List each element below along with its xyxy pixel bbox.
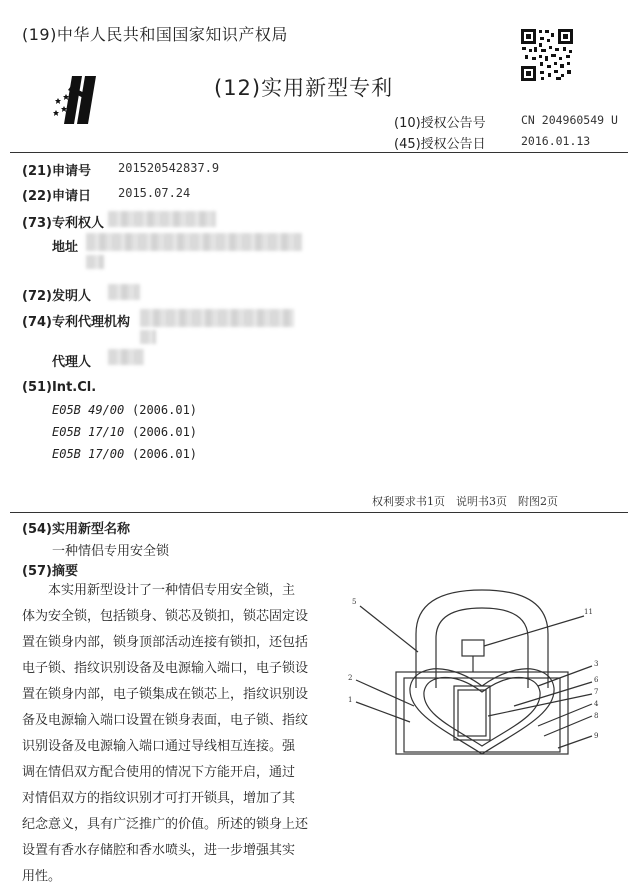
address-label: 地址: [52, 240, 79, 255]
abstract-line: 调在情侣双方配合使用的情况下方能开启，通过: [22, 765, 296, 780]
agent-label: 代理人: [52, 355, 92, 370]
section-divider: [10, 512, 628, 513]
abstract-line: 设置有香水存储腔和香水喷头，进一步增强其实: [22, 843, 296, 858]
part-label: 8: [594, 712, 599, 720]
pub-date-value: 2016.01.13: [521, 134, 591, 148]
abstract-line: 用性。: [22, 869, 62, 884]
lock-shackle-inner: [436, 608, 528, 688]
page-count-note: 权利要求书1页 说明书3页 附图2页: [372, 495, 558, 508]
int-cl-label: (51)Int.Cl.: [22, 380, 97, 395]
inventor-label: (72)发明人: [22, 289, 91, 304]
part-label: 3: [594, 660, 599, 668]
part-label: 1: [348, 696, 353, 704]
part-label: 2: [348, 674, 353, 682]
inventor-redacted: [108, 284, 140, 300]
pub-number-value: CN 204960549 U: [521, 113, 618, 127]
abstract-text: [22, 578, 322, 890]
ipc-code: E05B 49/00: [52, 403, 125, 417]
ipc-version: (2006.01): [132, 425, 198, 439]
abstract-line: 纪念意义，具有广泛推广的价值。所述的锁身上还: [22, 817, 309, 832]
header-divider: [10, 152, 628, 153]
app-date-label: (22)申请日: [22, 189, 91, 204]
cnipa-logo-icon: [52, 66, 112, 126]
agent-redacted: [108, 349, 144, 365]
abstract-line: 置在锁身内部，电子锁集成在锁芯上，指纹识别设: [22, 687, 309, 702]
abstract-line: 识别设备及电源输入端口通过导线相互连接。强: [22, 739, 296, 754]
document-type: (12)实用新型专利: [214, 76, 394, 100]
part-label: 6: [594, 676, 599, 684]
pub-number-label: (10)授权公告号: [394, 116, 486, 131]
part-label: 11: [584, 608, 593, 616]
agency-label: (74)专利代理机构: [22, 315, 130, 330]
abstract-line: 体为安全锁，包括锁身、锁芯及锁扣，锁芯固定设: [22, 609, 309, 624]
abstract-label: (57)摘要: [22, 564, 78, 579]
utility-model-title-label: (54)实用新型名称: [22, 522, 130, 537]
patentee-label: (73)专利权人: [22, 216, 104, 231]
app-number-value: 201520542837.9: [118, 161, 220, 175]
ipc-version: (2006.01): [132, 447, 198, 461]
address-redacted: [86, 233, 302, 251]
abstract-line: 对情侣双方的指纹识别才可打开锁具，增加了其: [22, 791, 296, 806]
office-name: (19)中华人民共和国国家知识产权局: [22, 25, 288, 44]
agency-redacted: [140, 309, 294, 327]
lock-top-button: [462, 640, 484, 656]
patentee-redacted: [108, 211, 216, 227]
abstract-line: 备及电源输入端口设置在锁身表面，电子锁、指纹: [22, 713, 309, 728]
agency-redacted-2: [140, 330, 156, 344]
pub-date-label: (45)授权公告日: [394, 137, 486, 152]
ipc-code: E05B 17/00: [52, 447, 125, 461]
qr-code-icon: [520, 28, 574, 82]
app-number-label: (21)申请号: [22, 164, 91, 179]
ipc-version: (2006.01): [132, 403, 198, 417]
app-date-value: 2015.07.24: [118, 186, 191, 200]
lock-drawing: [338, 576, 624, 758]
abstract-line: 置在锁身内部，锁身顶部活动连接有锁扣，还包括: [22, 635, 309, 650]
part-label: 9: [594, 732, 599, 740]
ipc-code: E05B 17/10: [52, 425, 125, 439]
part-label: 5: [352, 598, 357, 606]
abstract-line: 本实用新型设计了一种情侣专用安全锁，主: [48, 583, 296, 598]
part-label: 7: [594, 688, 599, 696]
address-redacted-2: [86, 255, 104, 269]
part-label: 4: [594, 700, 599, 708]
utility-model-title: 一种情侣专用安全锁: [52, 544, 170, 559]
abstract-line: 电子锁、指纹识别设备及电源输入端口，电子锁设: [22, 661, 309, 676]
